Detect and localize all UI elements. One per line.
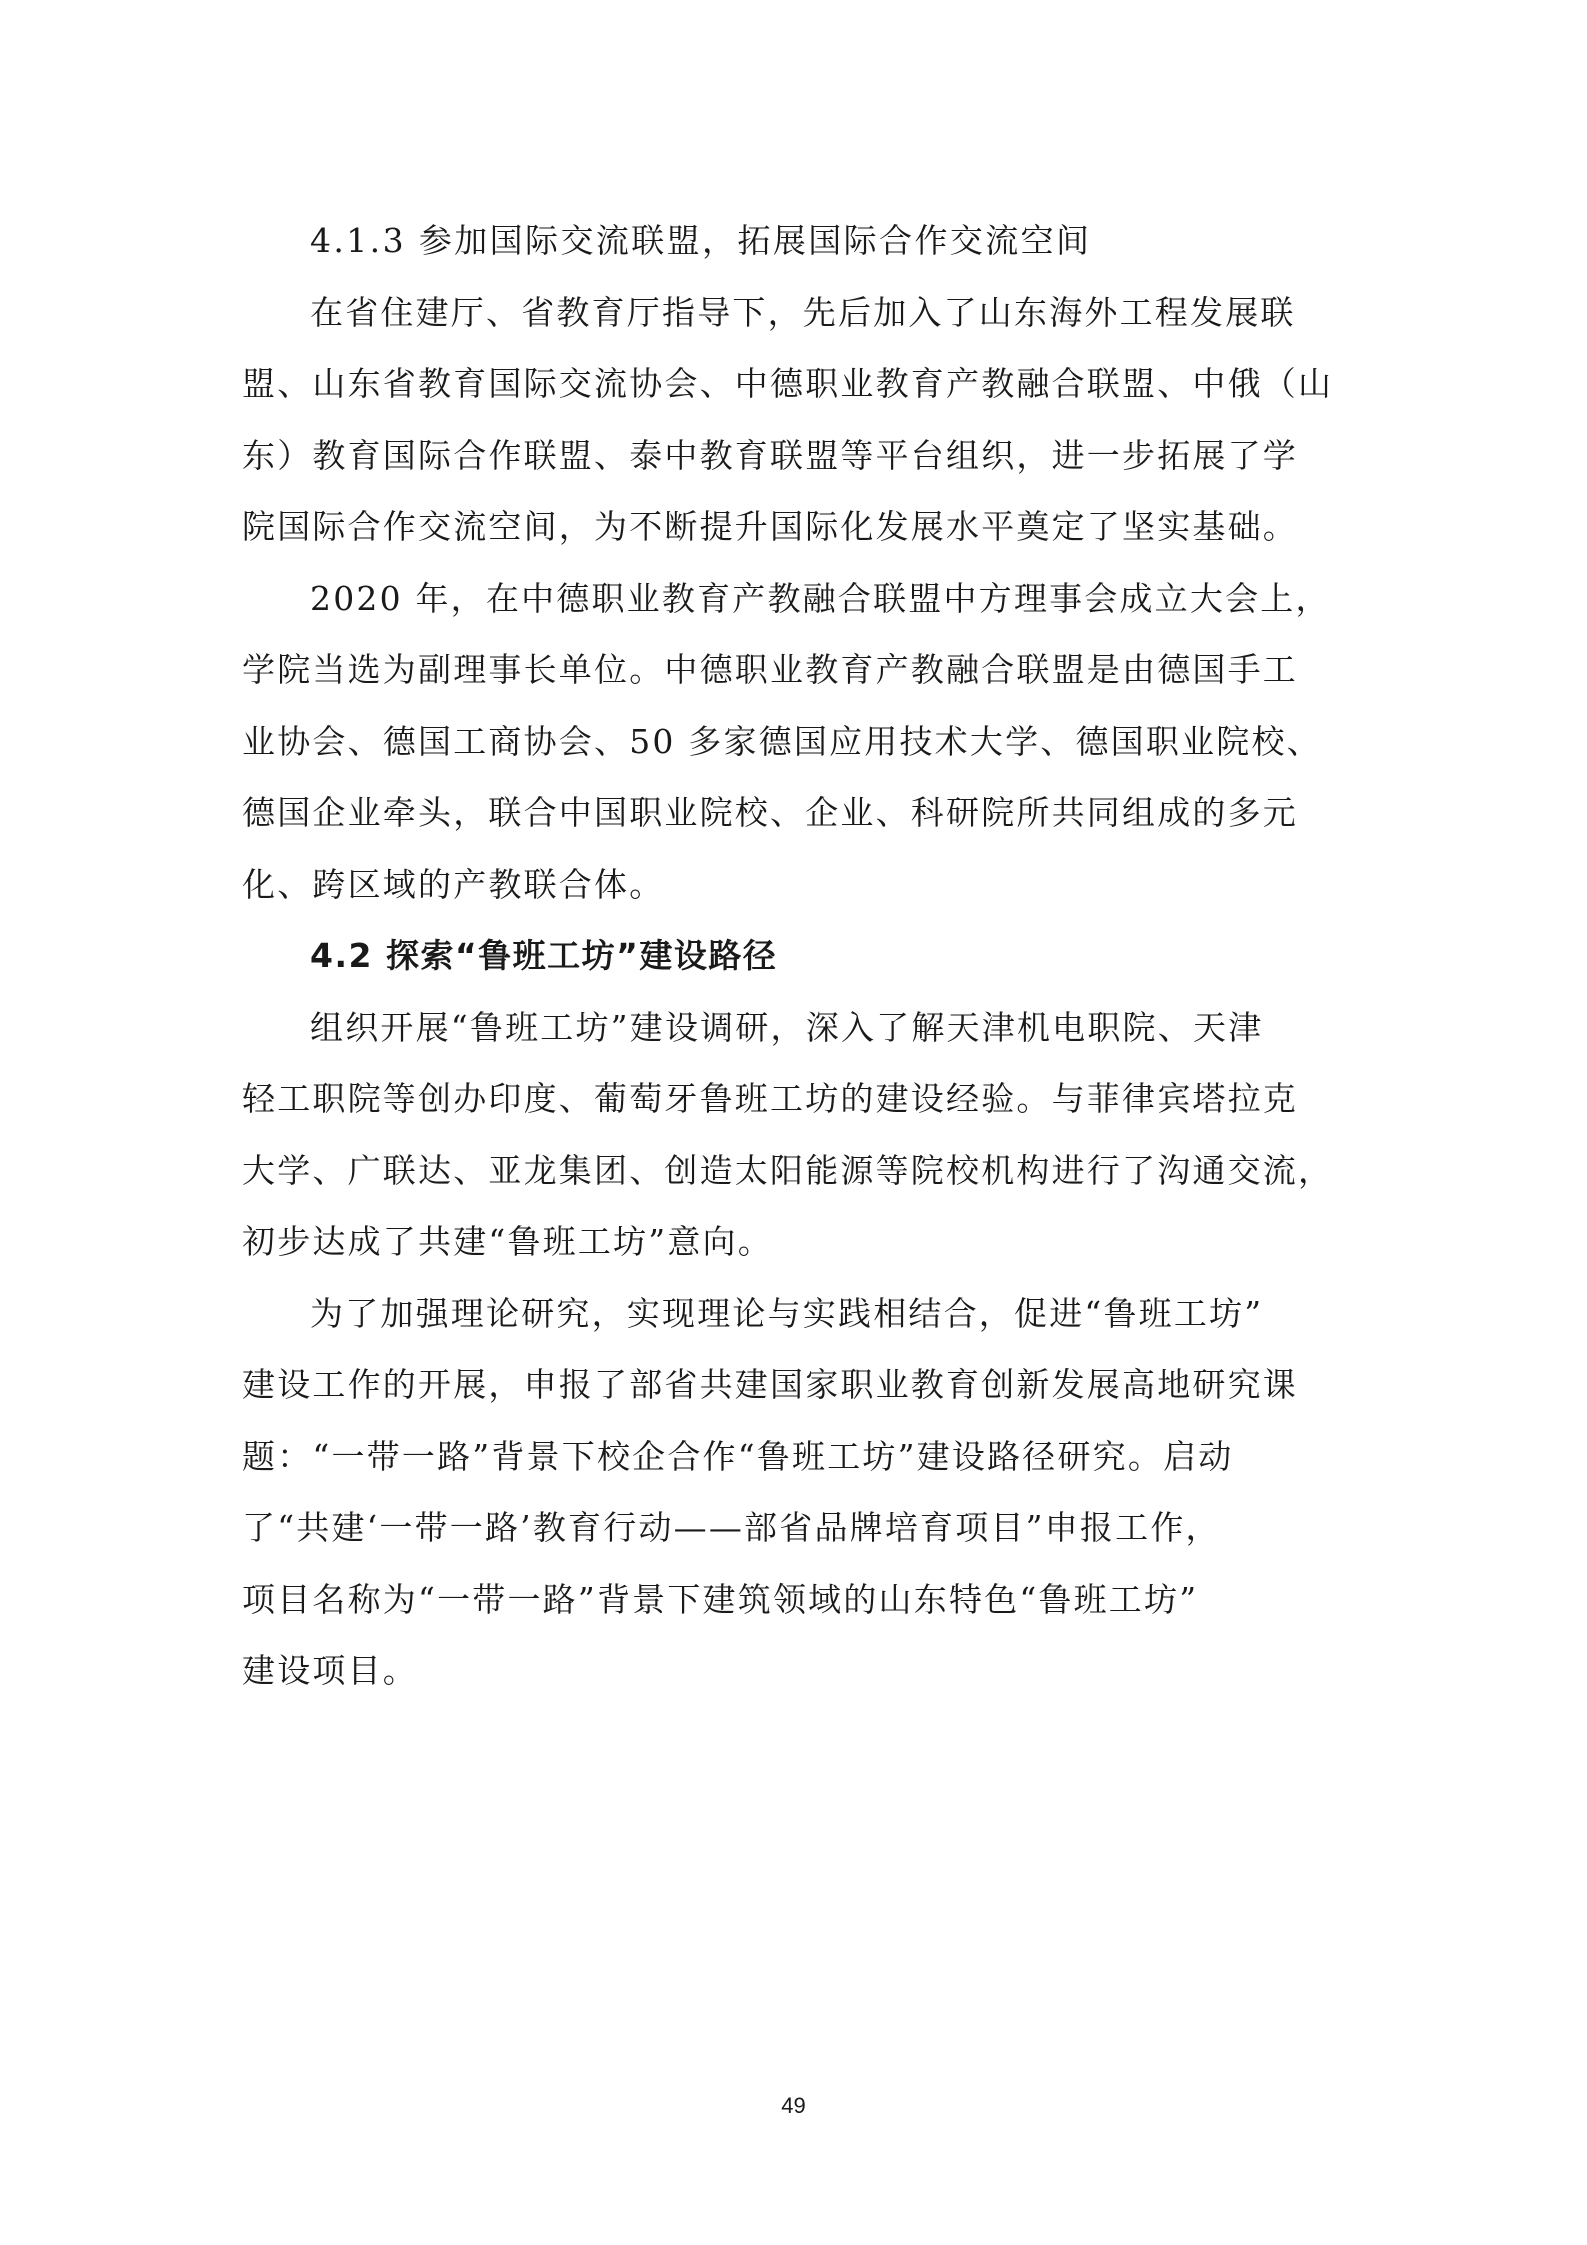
paragraph-line: 学院当选为副理事长单位。中德职业教育产教融合联盟是由德国手工 <box>242 650 1298 689</box>
section-4-2-paragraph-1 <box>242 992 1352 1278</box>
paragraph-line: 题：“一带一路”背景下校企合作“鲁班工坊”建设路径研究。启动 <box>242 1436 1234 1476</box>
page-number: 49 <box>781 2093 806 2118</box>
paragraph-line: 了“共建‘一带一路’教育行动——部省品牌培育项目”申报工作， <box>242 1508 1221 1547</box>
section-4-1-3-paragraph-2 <box>242 563 1352 921</box>
paragraph-line: 院国际合作交流空间，为不断提升国际化发展水平奠定了坚实基础。 <box>242 507 1298 546</box>
paragraph-line: 业协会、德国工商协会、50 多家德国应用技术大学、德国职业院校、 <box>242 721 1322 761</box>
page-content <box>242 205 1352 1707</box>
paragraph-line: 大学、广联达、亚龙集团、创造太阳能源等院校机构进行了沟通交流， <box>242 1150 1334 1190</box>
paragraph-line: 为了加强理论研究，实现理论与实践相结合，促进“鲁班工坊” <box>310 1293 1264 1333</box>
paragraph-line: 2020 年，在中德职业教育产教融合联盟中方理事会成立大会上， <box>310 578 1331 618</box>
paragraph-line: 在省住建厅、省教育厅指导下，先后加入了山东海外工程发展联 <box>310 292 1296 332</box>
paragraph-line: 组织开展“鲁班工坊”建设调研，深入了解天津机电职院、天津 <box>310 1007 1264 1047</box>
section-4-2-title: 4.2 探索“鲁班工坊”建设路径 <box>310 936 778 975</box>
paragraph-line: 东）教育国际合作联盟、泰中教育联盟等平台组织，进一步拓展了学 <box>242 435 1298 475</box>
section-4-1-3-paragraph-1 <box>242 277 1352 563</box>
section-4-1-3-title: 4.1.3 参加国际交流联盟，拓展国际合作交流空间 <box>310 221 1092 260</box>
paragraph-line: 建设工作的开展，申报了部省共建国家职业教育创新发展高地研究课 <box>242 1365 1298 1404</box>
paragraph-line: 德国企业牵头，联合中国职业院校、企业、科研院所共同组成的多元 <box>242 793 1298 832</box>
paragraph-line: 盟、山东省教育国际交流协会、中德职业教育产教融合联盟、中俄（山 <box>242 364 1334 403</box>
paragraph-line: 建设项目。 <box>242 1651 418 1690</box>
paragraph-line: 轻工职院等创办印度、葡萄牙鲁班工坊的建设经验。与菲律宾塔拉克 <box>242 1079 1298 1118</box>
paragraph-line: 初步达成了共建“鲁班工坊”意向。 <box>242 1222 773 1261</box>
paragraph-line: 项目名称为“一带一路”背景下建筑领域的山东特色“鲁班工坊” <box>242 1579 1199 1619</box>
paragraph-line: 化、跨区域的产教联合体。 <box>242 864 665 904</box>
section-4-2-paragraph-2 <box>242 1278 1352 1707</box>
